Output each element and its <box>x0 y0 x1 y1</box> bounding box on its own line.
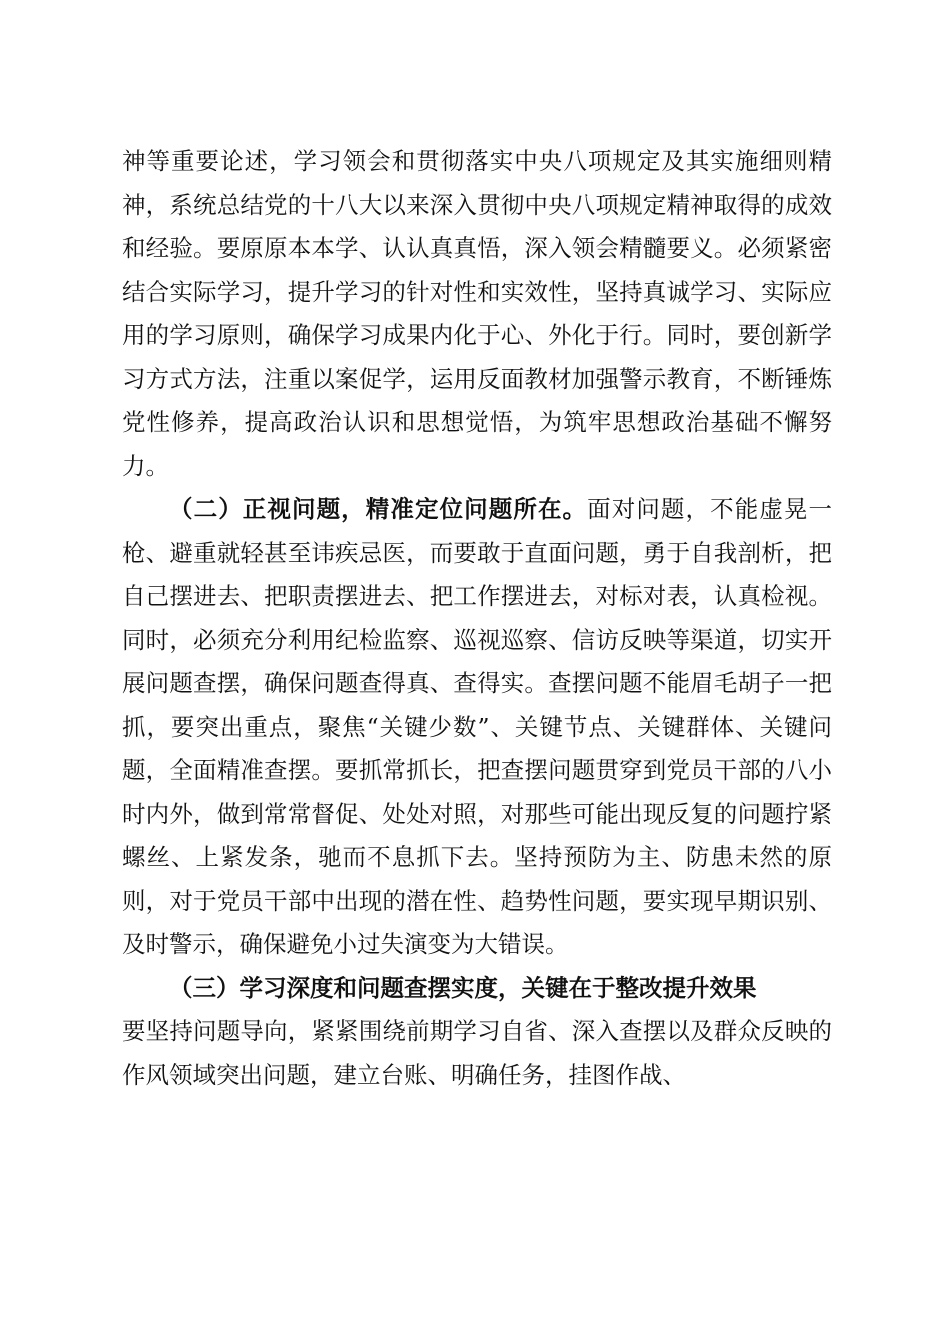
paragraph-3-text: 要坚持问题导向，紧紧围绕前期学习自省、深入查摆以及群众反映的作风领域突出问题，建立台账、明确任务，挂图作战、 <box>122 1017 832 1089</box>
paragraph-2-heading: （二）正视问题，精准定位问题所在。 <box>169 495 588 523</box>
paragraph-3 <box>122 967 832 1098</box>
paragraph-1 <box>122 140 832 488</box>
document-body <box>122 140 832 1097</box>
paragraph-2-text: 面对问题，不能虚晃一枪、避重就轻甚至讳疾忌医，而要敢于直面问题，勇于自我剖析，把自己摆进去、把职责摆进去、把工作摆进去，对标对表，认真检视。同时，必须充分利用纪检监察、巡视巡察、信访反映等渠道，切实开展问题查摆，确保问题查得真、查得实。查摆问题不能眉毛胡子一把抓，要突出重点，聚焦“关键少数”、关键节点、关键群体、关键问题，全面精准查摆。要抓常抓长，把查摆问题贯穿到党员干部的八小时内外，做到常常督促、处处对照，对那些可能出现反复的问题拧紧螺丝、上紧发条，驰而不息抓下去。坚持预防为主、防患未然的原则，对于党员干部中出现的潜在性、趋势性问题，要实现早期识别、及时警示，确保避免小过失演变为大错误。 <box>122 495 833 958</box>
paragraph-2 <box>122 488 832 967</box>
paragraph-1-text: 神等重要论述，学习领会和贯彻落实中央八项规定及其实施细则精神，系统总结党的十八大以来深入贯彻中央八项规定精神取得的成效和经验。要原原本本学、认认真真悟，深入领会精髓要义。必须紧密结合实际学习，提升学习的针对性和实效性，坚持真诚学习、实际应用的学习原则，确保学习成果内化于心、外化于行。同时，要创新学习方式方法，注重以案促学，运用反面教材加强警示教育，不断锤炼党性修养，提高政治认识和思想觉悟，为筑牢思想政治基础不懈努力。 <box>122 147 832 480</box>
paragraph-3-heading: （三）学习深度和问题查摆实度，关键在于整改提升效果 <box>169 973 757 1002</box>
